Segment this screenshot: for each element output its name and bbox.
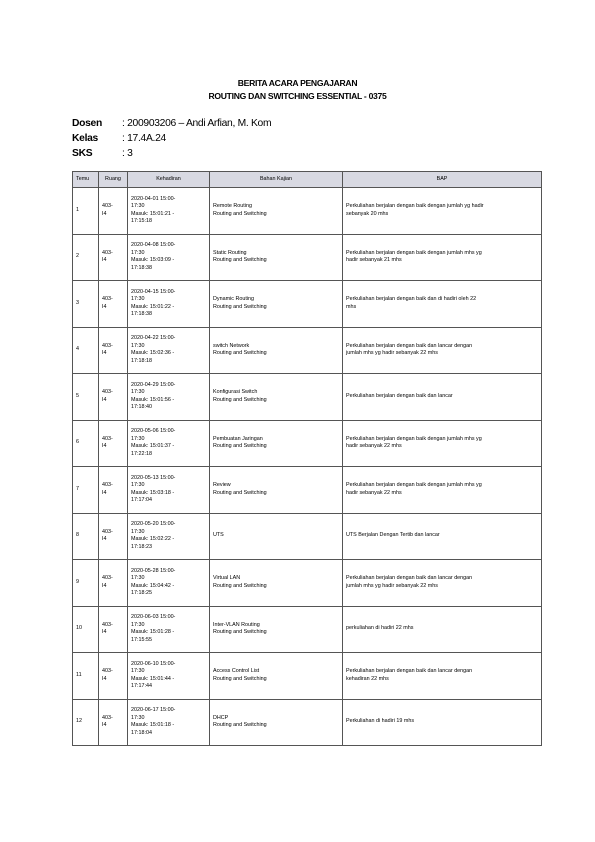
kehadiran-cell-line: 17:30 (131, 668, 145, 675)
kehadiran-cell-line: Masuk: 15:02:22 - (131, 536, 175, 543)
kehadiran-cell (128, 327, 210, 374)
table-row (73, 513, 542, 560)
bap-cell-line: Perkuliahan berjalan dengan baik dan lancar dengan (346, 668, 473, 675)
bap-cell-line: perkuliahan di hadiri 22 mhs (346, 625, 414, 632)
bap-cell (343, 653, 542, 700)
bahan-kajian-cell-line: Routing and Switching (213, 303, 267, 310)
bahan-kajian-cell-line: Routing and Switching (213, 629, 267, 636)
bap-cell-line: sebanyak 20 mhs (346, 210, 389, 217)
kehadiran-cell (128, 560, 210, 607)
ruang-cell-line: I4 (102, 443, 107, 450)
kehadiran-cell-line: 17:30 (131, 714, 145, 721)
course-title: ROUTING DAN SWITCHING ESSENTIAL - 0375 (208, 91, 387, 101)
bahan-kajian-cell-line: Routing and Switching (213, 396, 267, 403)
header-temu: Temu (73, 172, 99, 188)
kehadiran-cell-line: Masuk: 15:01:18 - (131, 722, 175, 729)
bap-cell-line: hadir sebanyak 22 mhs (346, 443, 402, 450)
ruang-cell (99, 374, 128, 421)
kehadiran-cell-line: 17:30 (131, 621, 145, 628)
bap-cell-line: kehadiran 22 mhs (346, 675, 389, 682)
kehadiran-cell-line: Masuk: 15:01:22 - (131, 303, 175, 310)
kehadiran-cell-line: 17:18:38 (131, 264, 152, 271)
ruang-cell-line: 403- (102, 668, 113, 675)
bap-cell (343, 467, 542, 514)
temu-cell: 3 (73, 281, 99, 328)
bap-cell-line: Perkuliahan berjalan dengan baik dan lancar dengan (346, 342, 473, 349)
bap-cell-line: jumlah mhs yg hadir sebanyak 22 mhs (346, 582, 438, 589)
kehadiran-cell-line: 2020-06-03 15:00- (131, 614, 176, 621)
kehadiran-cell-line: 2020-04-01 15:00- (131, 195, 176, 202)
bap-cell-line: mhs (346, 303, 357, 310)
kehadiran-cell-line: 17:18:23 (131, 543, 152, 550)
bahan-kajian-cell (210, 699, 343, 746)
ruang-cell (99, 467, 128, 514)
document-title: BERITA ACARA PENGAJARAN (237, 78, 358, 88)
header-bap: BAP (343, 172, 542, 188)
ruang-cell-line: 403- (102, 389, 113, 396)
bap-cell-line: Perkuliahan berjalan dengan baik dengan jumlah mhs yg (346, 249, 482, 256)
kehadiran-cell-line: 17:30 (131, 249, 145, 256)
temu-cell: 1 (73, 188, 99, 235)
table-row (73, 699, 542, 746)
ruang-cell-line: I4 (102, 303, 107, 310)
kelas-value: : 17.4A.24 (122, 133, 166, 144)
bap-cell (343, 699, 542, 746)
bahan-kajian-cell (210, 513, 343, 560)
kehadiran-cell-line: Masuk: 15:03:18 - (131, 489, 175, 496)
kehadiran-cell (128, 234, 210, 281)
header-kehadiran: Kehadiran (128, 172, 210, 188)
sks-value: : 3 (122, 148, 133, 159)
bahan-kajian-cell-line: Pembuatan Jaringan (213, 435, 263, 442)
ruang-cell-line: 403- (102, 296, 113, 303)
kehadiran-cell (128, 374, 210, 421)
table-row (73, 467, 542, 514)
ruang-cell-line: 403- (102, 621, 113, 628)
kehadiran-cell-line: 2020-06-10 15:00- (131, 660, 176, 667)
bahan-kajian-cell-line: Routing and Switching (213, 210, 267, 217)
ruang-cell (99, 188, 128, 235)
ruang-cell (99, 281, 128, 328)
bahan-kajian-cell-line: switch Network (213, 342, 250, 349)
ruang-cell-line: I4 (102, 350, 107, 357)
ruang-cell-line: I4 (102, 257, 107, 264)
bap-cell-line: Perkuliahan di hadiri 19 mhs (346, 718, 415, 725)
kehadiran-cell-line: 2020-05-06 15:00- (131, 428, 176, 435)
kehadiran-cell (128, 653, 210, 700)
bap-cell-line: Perkuliahan berjalan dengan baik dan lancar dengan (346, 575, 473, 582)
bahan-kajian-cell-line: Routing and Switching (213, 489, 267, 496)
ruang-cell (99, 606, 128, 653)
temu-cell: 9 (73, 560, 99, 607)
kehadiran-cell-line: Masuk: 15:01:37 - (131, 443, 175, 450)
ruang-cell-line: 403- (102, 714, 113, 721)
kehadiran-cell-line: 17:18:40 (131, 404, 152, 411)
kehadiran-cell-line: Masuk: 15:03:09 - (131, 257, 175, 264)
kehadiran-cell-line: 17:30 (131, 575, 145, 582)
bahan-kajian-cell-line: Routing and Switching (213, 675, 267, 682)
ruang-cell (99, 560, 128, 607)
ruang-cell-line: I4 (102, 396, 107, 403)
ruang-cell-line: I4 (102, 210, 107, 217)
bahan-kajian-cell (210, 560, 343, 607)
bahan-kajian-cell-line: Virtual LAN (213, 575, 241, 582)
bap-cell-line: Perkuliahan berjalan dengan baik dengan jumlah mhs yg (346, 482, 482, 489)
temu-cell: 8 (73, 513, 99, 560)
ruang-cell-line: I4 (102, 629, 107, 636)
ruang-cell-line: 403- (102, 575, 113, 582)
kehadiran-cell-line: 2020-06-17 15:00- (131, 707, 176, 714)
bap-cell-line: Perkuliahan berjalan dengan baik dengan jumlah mhs yg (346, 435, 482, 442)
table-row (73, 281, 542, 328)
dosen-value: : 200903206 – Andi Arfian, M. Kom (122, 118, 272, 129)
dosen-label: Dosen (72, 118, 102, 129)
kehadiran-cell (128, 513, 210, 560)
bahan-kajian-cell (210, 420, 343, 467)
kehadiran-cell-line: 17:18:38 (131, 311, 152, 318)
bahan-kajian-cell (210, 281, 343, 328)
bahan-kajian-cell-line: DHCP (213, 714, 229, 721)
kehadiran-cell-line: 2020-04-08 15:00- (131, 242, 176, 249)
ruang-cell (99, 513, 128, 560)
ruang-cell-line: I4 (102, 489, 107, 496)
kehadiran-cell-line: 17:15:18 (131, 218, 152, 225)
ruang-cell-line: I4 (102, 722, 107, 729)
bap-cell (343, 513, 542, 560)
kehadiran-cell-line: 17:30 (131, 528, 145, 535)
kehadiran-cell-line: 17:18:04 (131, 729, 152, 736)
kehadiran-cell-line: 17:17:44 (131, 683, 152, 690)
bap-cell-line: hadir sebanyak 21 mhs (346, 257, 402, 264)
kehadiran-cell (128, 606, 210, 653)
ruang-cell-line: 403- (102, 528, 113, 535)
bahan-kajian-cell-line: Dynamic Routing (213, 296, 255, 303)
bap-cell-line: jumlah mhs yg hadir sebanyak 22 mhs (346, 350, 438, 357)
table-row (73, 234, 542, 281)
temu-cell: 10 (73, 606, 99, 653)
bahan-kajian-cell-line: Static Routing (213, 249, 247, 256)
kehadiran-cell-line: 2020-05-28 15:00- (131, 567, 176, 574)
ruang-cell-line: I4 (102, 675, 107, 682)
kehadiran-cell-line: Masuk: 15:01:56 - (131, 396, 175, 403)
table-row (73, 606, 542, 653)
temu-cell: 4 (73, 327, 99, 374)
bap-cell (343, 234, 542, 281)
ruang-cell (99, 234, 128, 281)
ruang-cell-line: 403- (102, 482, 113, 489)
kehadiran-cell-line: Masuk: 15:02:36 - (131, 350, 175, 357)
kelas-label: Kelas (72, 133, 98, 144)
bahan-kajian-cell-line: Konfigurasi Switch (213, 389, 258, 396)
kehadiran-cell (128, 699, 210, 746)
kehadiran-cell-line: 17:30 (131, 296, 145, 303)
bahan-kajian-cell-line: Routing and Switching (213, 582, 267, 589)
kehadiran-cell-line: 2020-04-15 15:00- (131, 288, 176, 295)
table-row (73, 327, 542, 374)
ruang-cell (99, 327, 128, 374)
bahan-kajian-cell (210, 327, 343, 374)
header-ruang: Ruang (99, 172, 128, 188)
kehadiran-cell-line: 2020-05-13 15:00- (131, 474, 176, 481)
kehadiran-cell-line: 17:30 (131, 389, 145, 396)
bahan-kajian-cell (210, 234, 343, 281)
table-row (73, 420, 542, 467)
kehadiran-cell-line: 17:30 (131, 482, 145, 489)
kehadiran-cell-line: 2020-05-20 15:00- (131, 521, 176, 528)
bahan-kajian-cell-line: Routing and Switching (213, 722, 267, 729)
table-header-row (73, 172, 542, 188)
table-body (73, 188, 542, 746)
kehadiran-cell (128, 188, 210, 235)
ruang-cell-line: 403- (102, 342, 113, 349)
temu-cell: 6 (73, 420, 99, 467)
table-row (73, 188, 542, 235)
bap-cell (343, 374, 542, 421)
kehadiran-cell-line: 17:17:04 (131, 497, 152, 504)
ruang-cell-line: I4 (102, 582, 107, 589)
kehadiran-cell-line: Masuk: 15:04:42 - (131, 582, 175, 589)
bap-cell (343, 560, 542, 607)
bahan-kajian-cell-line: Remote Routing (213, 203, 252, 210)
kehadiran-cell-line: Masuk: 15:01:44 - (131, 675, 175, 682)
bap-cell-line: Perkuliahan berjalan dengan baik dan di hadiri oleh 22 (346, 296, 477, 303)
sks-info (72, 148, 133, 159)
ruang-cell (99, 420, 128, 467)
bahan-kajian-cell (210, 188, 343, 235)
kehadiran-cell-line: Masuk: 15:01:21 - (131, 210, 175, 217)
sks-label: SKS (72, 148, 93, 159)
table-row (73, 653, 542, 700)
kelas-info (72, 133, 166, 144)
temu-cell: 2 (73, 234, 99, 281)
ruang-cell-line: 403- (102, 435, 113, 442)
bahan-kajian-cell-line: Routing and Switching (213, 350, 267, 357)
kehadiran-cell-line: 17:22:18 (131, 450, 152, 457)
bap-cell (343, 327, 542, 374)
dosen-info (72, 118, 271, 129)
kehadiran-cell (128, 467, 210, 514)
table-row (73, 560, 542, 607)
kehadiran-cell-line: 17:30 (131, 203, 145, 210)
bahan-kajian-cell-line: Routing and Switching (213, 443, 267, 450)
ruang-cell-line: I4 (102, 536, 107, 543)
ruang-cell (99, 653, 128, 700)
temu-cell: 5 (73, 374, 99, 421)
temu-cell: 11 (73, 653, 99, 700)
temu-cell: 12 (73, 699, 99, 746)
kehadiran-cell-line: 2020-04-22 15:00- (131, 335, 176, 342)
attendance-table (72, 171, 542, 746)
ruang-cell (99, 699, 128, 746)
bap-cell-line: Perkuliahan berjalan dengan baik dan lancar (346, 392, 453, 399)
bahan-kajian-cell (210, 606, 343, 653)
bahan-kajian-cell (210, 653, 343, 700)
kehadiran-cell-line: 17:15:55 (131, 636, 152, 643)
kehadiran-cell-line: Masuk: 15:01:28 - (131, 629, 175, 636)
bahan-kajian-cell-line: Access Control List (213, 668, 260, 675)
ruang-cell-line: 403- (102, 203, 113, 210)
kehadiran-cell-line: 17:18:25 (131, 590, 152, 597)
bap-cell-line: Perkuliahan berjalan dengan baik dengan jumlah yg hadir (346, 203, 484, 210)
bap-cell (343, 281, 542, 328)
bahan-kajian-cell-line: Routing and Switching (213, 257, 267, 264)
kehadiran-cell-line: 17:30 (131, 435, 145, 442)
kehadiran-cell (128, 420, 210, 467)
bahan-kajian-cell (210, 467, 343, 514)
kehadiran-cell-line: 2020-04-29 15:00- (131, 381, 176, 388)
bap-cell-line: hadir sebanyak 22 mhs (346, 489, 402, 496)
bap-cell-line: UTS Berjalan Dengan Tertib dan lancar (346, 532, 440, 539)
table-row (73, 374, 542, 421)
bahan-kajian-cell-line: UTS (213, 532, 224, 539)
header-bahan-kajian: Bahan Kajian (210, 172, 343, 188)
bap-cell (343, 606, 542, 653)
kehadiran-cell-line: 17:30 (131, 342, 145, 349)
bahan-kajian-cell-line: Inter-VLAN Routing (213, 621, 260, 628)
kehadiran-cell (128, 281, 210, 328)
bap-cell (343, 420, 542, 467)
bap-cell (343, 188, 542, 235)
bahan-kajian-cell-line: Review (213, 482, 231, 489)
temu-cell: 7 (73, 467, 99, 514)
ruang-cell-line: 403- (102, 249, 113, 256)
bahan-kajian-cell (210, 374, 343, 421)
kehadiran-cell-line: 17:18:18 (131, 357, 152, 364)
